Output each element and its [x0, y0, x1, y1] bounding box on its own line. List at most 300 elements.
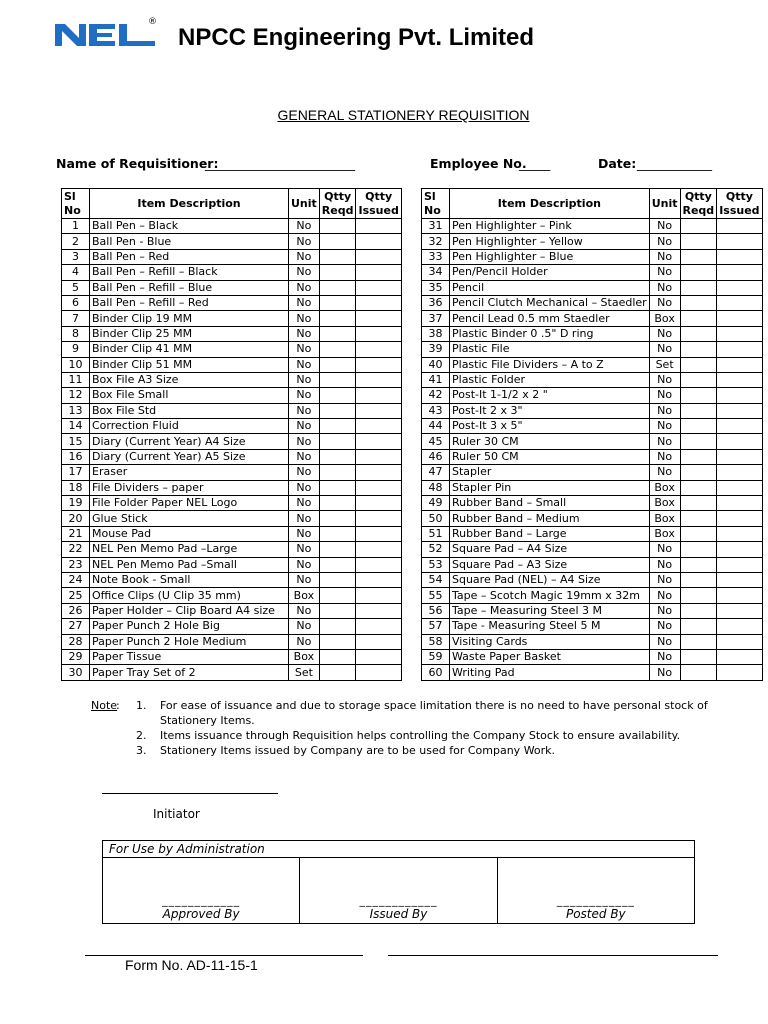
item-no: 26 — [62, 603, 90, 618]
table-row — [62, 572, 402, 587]
item-no: 50 — [422, 511, 450, 526]
qty-issued-cell[interactable] — [717, 619, 762, 634]
item-no: 3 — [62, 249, 90, 264]
issued-by-label: Issued By — [369, 907, 428, 921]
qty-reqd-cell[interactable] — [680, 572, 717, 587]
item-no: 21 — [62, 526, 90, 541]
qty-issued-cell[interactable] — [717, 603, 762, 618]
item-no: 9 — [62, 342, 90, 357]
posted-by-cell[interactable]: ____________ Posted By — [498, 858, 694, 924]
col-desc: Item Description — [450, 189, 650, 219]
qty-reqd-cell[interactable] — [319, 295, 356, 310]
qty-issued-cell[interactable] — [356, 557, 401, 572]
item-unit: No — [649, 588, 680, 603]
qty-issued-cell[interactable] — [356, 634, 401, 649]
table-row — [422, 619, 763, 634]
item-description: Ruler 50 CM — [450, 449, 650, 464]
qty-reqd-cell[interactable] — [319, 465, 356, 480]
qty-reqd-cell[interactable] — [680, 219, 717, 234]
qty-issued-cell[interactable] — [717, 419, 762, 434]
item-no: 23 — [62, 557, 90, 572]
date-field[interactable]: ____________ — [637, 156, 712, 171]
qty-issued-cell[interactable] — [717, 526, 762, 541]
table-row — [62, 511, 402, 526]
table-row — [62, 342, 402, 357]
table-row — [62, 634, 402, 649]
item-unit: No — [649, 234, 680, 249]
qty-reqd-cell[interactable] — [319, 219, 356, 234]
qty-reqd-cell[interactable] — [680, 526, 717, 541]
item-unit: No — [289, 234, 320, 249]
posted-by-label: Posted By — [565, 907, 626, 921]
note-label: Note — [91, 699, 118, 712]
qty-reqd-cell[interactable] — [319, 403, 356, 418]
table-row — [62, 295, 402, 310]
item-unit: Box — [289, 649, 320, 664]
qty-reqd-cell[interactable] — [319, 665, 356, 680]
qty-reqd-cell[interactable] — [680, 557, 717, 572]
qty-reqd-cell[interactable] — [319, 249, 356, 264]
table-row — [62, 649, 402, 664]
table-row — [422, 572, 763, 587]
qty-reqd-cell[interactable] — [319, 603, 356, 618]
item-no: 15 — [62, 434, 90, 449]
item-no: 36 — [422, 295, 450, 310]
item-unit: Set — [289, 665, 320, 680]
table-row — [422, 249, 763, 264]
qty-issued-cell[interactable] — [356, 465, 401, 480]
item-description: Rubber Band – Medium — [450, 511, 650, 526]
item-unit: No — [649, 372, 680, 387]
item-no: 20 — [62, 511, 90, 526]
item-unit: No — [649, 465, 680, 480]
item-unit: No — [289, 403, 320, 418]
qty-reqd-cell[interactable] — [680, 665, 717, 680]
col-sl: Sl No — [62, 189, 90, 219]
qty-reqd-cell[interactable] — [319, 357, 356, 372]
qty-issued-cell[interactable] — [356, 449, 401, 464]
table-row — [62, 449, 402, 464]
item-unit: No — [289, 603, 320, 618]
item-description: Box File Small — [90, 388, 289, 403]
item-unit: Set — [649, 357, 680, 372]
item-unit: No — [649, 388, 680, 403]
qty-issued-cell[interactable] — [717, 665, 762, 680]
item-description: Box File Std — [90, 403, 289, 418]
item-no: 53 — [422, 557, 450, 572]
form-title: GENERAL STATIONERY REQUISITION — [277, 107, 530, 123]
col-desc: Item Description — [90, 189, 289, 219]
qty-reqd-cell[interactable] — [680, 542, 717, 557]
employee-field[interactable]: _____ — [519, 156, 551, 171]
qty-reqd-cell[interactable] — [319, 342, 356, 357]
qty-issued-cell[interactable] — [356, 649, 401, 664]
item-unit: No — [289, 357, 320, 372]
qty-issued-cell[interactable] — [356, 280, 401, 295]
qty-issued-cell[interactable] — [717, 295, 762, 310]
item-no: 37 — [422, 311, 450, 326]
qty-reqd-cell[interactable] — [680, 649, 717, 664]
item-unit: No — [289, 280, 320, 295]
item-description: File Folder Paper NEL Logo — [90, 496, 289, 511]
item-description: Pen Highlighter – Pink — [450, 219, 650, 234]
qty-issued-cell[interactable] — [717, 219, 762, 234]
item-no: 22 — [62, 542, 90, 557]
qty-reqd-cell[interactable] — [680, 265, 717, 280]
qty-reqd-cell[interactable] — [319, 526, 356, 541]
employee-label: Employee No. — [430, 156, 527, 171]
qty-issued-cell[interactable] — [356, 219, 401, 234]
table-row — [62, 219, 402, 234]
form-number: Form No. AD-11-15-1 — [125, 957, 258, 973]
note-item: 2. Items issuance through Requisition helps controlling the Company Stock to ensure availability. — [136, 729, 681, 742]
item-unit: No — [649, 434, 680, 449]
qty-reqd-cell[interactable] — [319, 388, 356, 403]
item-no: 46 — [422, 449, 450, 464]
qty-issued-cell[interactable] — [717, 342, 762, 357]
approved-by-cell[interactable]: ____________ Approved By — [103, 858, 300, 924]
item-unit: No — [649, 665, 680, 680]
item-description: Diary (Current Year) A4 Size — [90, 434, 289, 449]
item-description: File Dividers – paper — [90, 480, 289, 495]
item-description: Binder Clip 19 MM — [90, 311, 289, 326]
qty-reqd-cell[interactable] — [680, 372, 717, 387]
qty-issued-cell[interactable] — [356, 603, 401, 618]
issued-by-cell[interactable]: ____________ Issued By — [300, 858, 497, 924]
table-row — [62, 311, 402, 326]
qty-issued-cell[interactable] — [356, 480, 401, 495]
table-row — [62, 480, 402, 495]
table-row — [62, 526, 402, 541]
qty-reqd-cell[interactable] — [680, 311, 717, 326]
table-row — [422, 526, 763, 541]
qty-issued-cell[interactable] — [356, 295, 401, 310]
qty-reqd-cell[interactable] — [680, 588, 717, 603]
qty-reqd-cell[interactable] — [319, 619, 356, 634]
table-row — [422, 542, 763, 557]
qty-reqd-cell[interactable] — [319, 434, 356, 449]
qty-reqd-cell[interactable] — [680, 480, 717, 495]
qty-reqd-cell[interactable] — [319, 234, 356, 249]
item-unit: No — [289, 496, 320, 511]
qty-reqd-cell[interactable] — [319, 511, 356, 526]
item-description: Visiting Cards — [450, 634, 650, 649]
item-unit: No — [649, 419, 680, 434]
item-unit: No — [289, 265, 320, 280]
item-description: Tape – Scotch Magic 19mm x 32m — [450, 588, 650, 603]
col-reqd: Qtty Reqd — [319, 189, 356, 219]
note-item: 3. Stationery Items issued by Company are to be used for Company Work. — [136, 744, 556, 757]
qty-reqd-cell[interactable] — [680, 511, 717, 526]
item-description: Stapler — [450, 465, 650, 480]
qty-reqd-cell[interactable] — [319, 311, 356, 326]
item-unit: No — [649, 649, 680, 664]
item-unit: No — [289, 557, 320, 572]
item-no: 57 — [422, 619, 450, 634]
qty-issued-cell[interactable] — [356, 572, 401, 587]
item-unit: No — [649, 403, 680, 418]
qty-reqd-cell[interactable] — [319, 588, 356, 603]
item-unit: No — [289, 465, 320, 480]
item-unit: No — [649, 603, 680, 618]
table-row — [62, 465, 402, 480]
qty-reqd-cell[interactable] — [680, 434, 717, 449]
item-no: 31 — [422, 219, 450, 234]
item-description: Tape - Measuring Steel 5 M — [450, 619, 650, 634]
qty-reqd-cell[interactable] — [680, 295, 717, 310]
item-no: 51 — [422, 526, 450, 541]
item-unit: No — [649, 634, 680, 649]
qty-reqd-cell[interactable] — [680, 280, 717, 295]
item-description: Binder Clip 25 MM — [90, 326, 289, 341]
qty-reqd-cell[interactable] — [680, 342, 717, 357]
qty-issued-cell[interactable] — [717, 480, 762, 495]
item-no: 33 — [422, 249, 450, 264]
requisitioner-field[interactable]: ________________________ — [205, 156, 355, 171]
item-no: 38 — [422, 326, 450, 341]
item-no: 55 — [422, 588, 450, 603]
item-unit: Box — [649, 480, 680, 495]
qty-issued-cell[interactable] — [356, 342, 401, 357]
item-no: 56 — [422, 603, 450, 618]
item-no: 4 — [62, 265, 90, 280]
qty-reqd-cell[interactable] — [319, 419, 356, 434]
qty-issued-cell[interactable] — [717, 496, 762, 511]
qty-reqd-cell[interactable] — [680, 326, 717, 341]
qty-issued-cell[interactable] — [356, 526, 401, 541]
qty-reqd-cell[interactable] — [680, 449, 717, 464]
qty-issued-cell[interactable] — [356, 234, 401, 249]
qty-issued-cell[interactable] — [356, 357, 401, 372]
item-no: 10 — [62, 357, 90, 372]
item-no: 49 — [422, 496, 450, 511]
item-unit: No — [289, 634, 320, 649]
item-no: 7 — [62, 311, 90, 326]
qty-issued-cell[interactable] — [717, 449, 762, 464]
item-description: Binder Clip 41 MM — [90, 342, 289, 357]
qty-issued-cell[interactable] — [717, 557, 762, 572]
item-no: 59 — [422, 649, 450, 664]
qty-reqd-cell[interactable] — [319, 634, 356, 649]
table-row — [62, 665, 402, 680]
qty-reqd-cell[interactable] — [319, 480, 356, 495]
qty-issued-cell[interactable] — [356, 619, 401, 634]
qty-issued-cell[interactable] — [717, 634, 762, 649]
item-no: 48 — [422, 480, 450, 495]
item-unit: No — [649, 542, 680, 557]
qty-issued-cell[interactable] — [356, 403, 401, 418]
item-no: 34 — [422, 265, 450, 280]
qty-issued-cell[interactable] — [356, 588, 401, 603]
qty-reqd-cell[interactable] — [680, 603, 717, 618]
qty-issued-cell[interactable] — [717, 542, 762, 557]
qty-issued-cell[interactable] — [717, 265, 762, 280]
qty-issued-cell[interactable] — [717, 280, 762, 295]
item-unit: No — [649, 219, 680, 234]
qty-issued-cell[interactable] — [717, 511, 762, 526]
item-unit: No — [649, 280, 680, 295]
qty-reqd-cell[interactable] — [680, 249, 717, 264]
qty-issued-cell[interactable] — [717, 588, 762, 603]
item-no: 47 — [422, 465, 450, 480]
item-unit: No — [289, 572, 320, 587]
item-no: 18 — [62, 480, 90, 495]
table-row — [422, 588, 763, 603]
item-description: Ruler 30 CM — [450, 434, 650, 449]
qty-issued-cell[interactable] — [356, 496, 401, 511]
item-unit: No — [289, 449, 320, 464]
qty-issued-cell[interactable] — [356, 265, 401, 280]
initiator-signature-line[interactable] — [102, 793, 278, 794]
qty-issued-cell[interactable] — [356, 249, 401, 264]
qty-reqd-cell[interactable] — [319, 649, 356, 664]
qty-reqd-cell[interactable] — [680, 357, 717, 372]
col-unit: Unit — [649, 189, 680, 219]
item-description: Binder Clip 51 MM — [90, 357, 289, 372]
admin-box — [102, 840, 695, 924]
col-issued: Qtty Issued — [717, 189, 762, 219]
table-row — [62, 557, 402, 572]
qty-issued-cell[interactable] — [717, 649, 762, 664]
table-row — [422, 342, 763, 357]
item-no: 14 — [62, 419, 90, 434]
table-row — [62, 372, 402, 387]
item-no: 13 — [62, 403, 90, 418]
qty-issued-cell[interactable] — [717, 572, 762, 587]
item-description: Pencil Lead 0.5 mm Staedler — [450, 311, 650, 326]
item-unit: No — [289, 326, 320, 341]
qty-reqd-cell[interactable] — [319, 542, 356, 557]
item-description: Plastic Folder — [450, 372, 650, 387]
qty-reqd-cell[interactable] — [319, 280, 356, 295]
item-no: 8 — [62, 326, 90, 341]
qty-issued-cell[interactable] — [356, 434, 401, 449]
item-unit: Box — [649, 496, 680, 511]
qty-reqd-cell[interactable] — [680, 465, 717, 480]
qty-issued-cell[interactable] — [717, 311, 762, 326]
qty-issued-cell[interactable] — [717, 372, 762, 387]
qty-issued-cell[interactable] — [717, 465, 762, 480]
qty-issued-cell[interactable] — [717, 357, 762, 372]
qty-reqd-cell[interactable] — [319, 557, 356, 572]
item-description: Mouse Pad — [90, 526, 289, 541]
item-description: Ball Pen - Blue — [90, 234, 289, 249]
table-row — [62, 603, 402, 618]
item-unit: No — [289, 511, 320, 526]
item-unit: No — [649, 326, 680, 341]
item-description: Box File A3 Size — [90, 372, 289, 387]
item-unit: No — [649, 619, 680, 634]
item-unit: No — [289, 219, 320, 234]
qty-reqd-cell[interactable] — [680, 496, 717, 511]
table-row — [62, 249, 402, 264]
qty-reqd-cell[interactable] — [680, 403, 717, 418]
table-row — [422, 234, 763, 249]
item-description: Paper Punch 2 Hole Big — [90, 619, 289, 634]
qty-reqd-cell[interactable] — [680, 419, 717, 434]
qty-reqd-cell[interactable] — [680, 634, 717, 649]
item-no: 19 — [62, 496, 90, 511]
item-description: Waste Paper Basket — [450, 649, 650, 664]
table-row — [422, 665, 763, 680]
items-table-left — [61, 188, 402, 681]
item-unit: No — [289, 249, 320, 264]
item-description: Paper Holder – Clip Board A4 size — [90, 603, 289, 618]
qty-issued-cell[interactable] — [356, 419, 401, 434]
item-no: 24 — [62, 572, 90, 587]
table-row — [62, 234, 402, 249]
item-unit: No — [289, 311, 320, 326]
table-row — [422, 480, 763, 495]
item-unit: No — [649, 249, 680, 264]
qty-reqd-cell[interactable] — [680, 388, 717, 403]
item-unit: Box — [649, 526, 680, 541]
item-no: 28 — [62, 634, 90, 649]
qty-issued-cell[interactable] — [356, 511, 401, 526]
qty-reqd-cell[interactable] — [319, 326, 356, 341]
qty-issued-cell[interactable] — [717, 234, 762, 249]
item-no: 12 — [62, 388, 90, 403]
qty-reqd-cell[interactable] — [680, 619, 717, 634]
table-row — [62, 388, 402, 403]
qty-reqd-cell[interactable] — [319, 572, 356, 587]
company-logo — [55, 16, 157, 50]
items-table-right — [421, 188, 763, 681]
item-no: 35 — [422, 280, 450, 295]
item-no: 25 — [62, 588, 90, 603]
table-row — [422, 419, 763, 434]
qty-reqd-cell[interactable] — [319, 496, 356, 511]
footer-divider — [85, 955, 363, 956]
table-row — [62, 357, 402, 372]
item-no: 30 — [62, 665, 90, 680]
qty-issued-cell[interactable] — [356, 388, 401, 403]
qty-reqd-cell[interactable] — [319, 372, 356, 387]
item-description: Rubber Band – Small — [450, 496, 650, 511]
item-unit: No — [289, 434, 320, 449]
item-description: Post-It 3 x 5" — [450, 419, 650, 434]
item-unit: No — [649, 449, 680, 464]
qty-issued-cell[interactable] — [717, 388, 762, 403]
item-no: 32 — [422, 234, 450, 249]
item-description: Ball Pen – Refill – Black — [90, 265, 289, 280]
item-unit: No — [289, 419, 320, 434]
qty-issued-cell[interactable] — [356, 326, 401, 341]
item-no: 52 — [422, 542, 450, 557]
item-no: 17 — [62, 465, 90, 480]
table-row — [422, 634, 763, 649]
qty-issued-cell[interactable] — [356, 372, 401, 387]
qty-issued-cell[interactable] — [356, 311, 401, 326]
requisitioner-label: Name of Requisitioner: — [56, 156, 219, 171]
note-item: 1. For ease of issuance and due to storage space limitation there is no need to have personal stock of Stationery Items. — [136, 699, 708, 727]
qty-issued-cell[interactable] — [717, 434, 762, 449]
qty-reqd-cell[interactable] — [319, 449, 356, 464]
qty-issued-cell[interactable] — [356, 542, 401, 557]
qty-issued-cell[interactable] — [717, 326, 762, 341]
item-unit: No — [289, 619, 320, 634]
item-description: Pen Highlighter – Yellow — [450, 234, 650, 249]
qty-reqd-cell[interactable] — [319, 265, 356, 280]
qty-issued-cell[interactable] — [356, 665, 401, 680]
qty-reqd-cell[interactable] — [680, 234, 717, 249]
item-description: Paper Tissue — [90, 649, 289, 664]
item-no: 39 — [422, 342, 450, 357]
item-no: 42 — [422, 388, 450, 403]
qty-issued-cell[interactable] — [717, 249, 762, 264]
item-no: 43 — [422, 403, 450, 418]
qty-issued-cell[interactable] — [717, 403, 762, 418]
